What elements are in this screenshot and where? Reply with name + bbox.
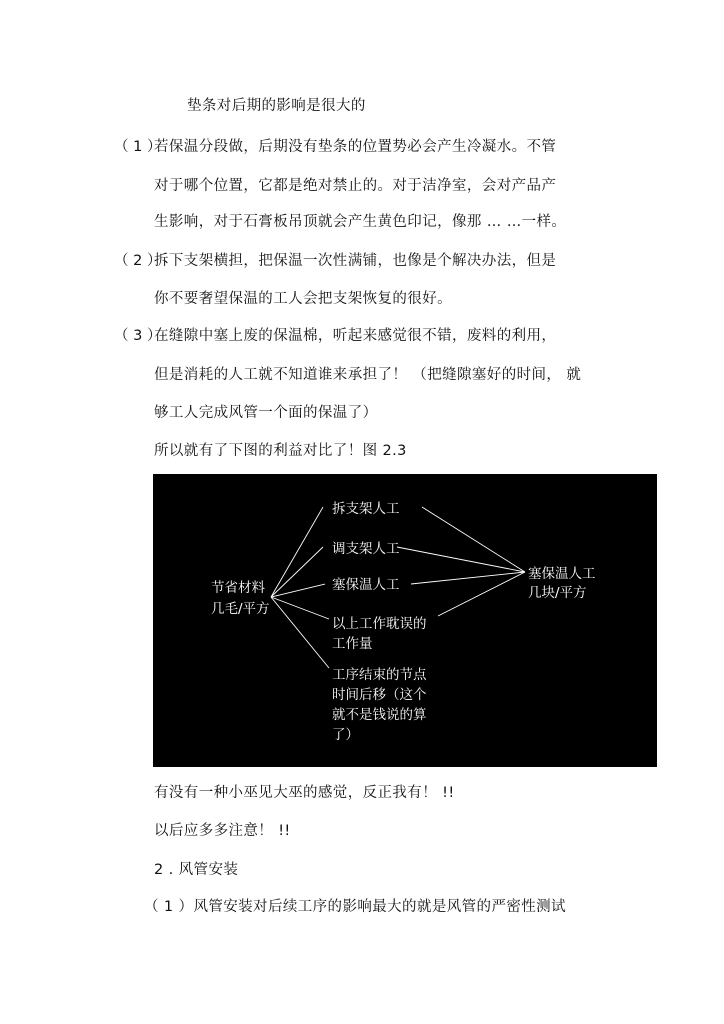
- section-item-1: （ 1 ）风管安装对后续工序的影响最大的就是风管的严密性测试: [144, 899, 566, 915]
- item-3-number: （ 3 ）: [114, 328, 162, 344]
- middle-node-4-line-2: 工作量: [332, 636, 373, 652]
- connector-left-1: [271, 507, 323, 597]
- middle-node-1: 拆支架人工: [332, 501, 400, 517]
- item-1-line-2: 对于哪个位置，它都是绝对禁止的。对于洁净室，会对产品产: [154, 178, 557, 194]
- middle-node-5-line-4: 了）: [332, 727, 359, 743]
- left-node-line-2: 几毛/平方: [211, 601, 270, 617]
- middle-node-4-line-1: 以上工作耽误的: [332, 616, 427, 632]
- diagram-svg: [153, 474, 657, 767]
- item-2-number: （ 2 ）: [114, 253, 162, 269]
- after-diagram-line-2: 以后应多多注意！ !!: [154, 823, 291, 839]
- item-1-line-1: 若保温分段做，后期没有垫条的位置势必会产生冷凝水。不管: [154, 139, 557, 155]
- middle-node-5-line-1: 工序结束的节点: [332, 667, 427, 683]
- connector-left-2: [271, 547, 323, 597]
- connector-right-4: [438, 572, 525, 616]
- cost-comparison-diagram: [153, 474, 657, 767]
- item-1-number: （ 1 ）: [114, 139, 162, 155]
- intro-line: 垫条对后期的影响是很大的: [187, 98, 366, 114]
- left-node-line-1: 节省材料: [211, 580, 265, 596]
- after-diagram-line-1: 有没有一种小巫见大巫的感觉，反正我有！ !!: [154, 785, 455, 801]
- middle-node-5-line-3: 就不是钱说的算: [332, 707, 427, 723]
- section-heading: 2 . 风管安装: [154, 862, 239, 878]
- middle-node-2: 调支架人工: [332, 541, 400, 557]
- right-node-line-1: 塞保温人工: [528, 566, 596, 582]
- item-3-line-1: 在缝隙中塞上废的保温棉，听起来感觉很不错，废料的利用，: [154, 328, 557, 344]
- figure-reference: 所以就有了下图的利益对比了！图 2.3: [154, 443, 407, 459]
- middle-node-3: 塞保温人工: [332, 577, 400, 593]
- right-node-line-2: 几块/平方: [528, 585, 587, 601]
- connector-right-3: [411, 572, 525, 584]
- item-2-line-1: 拆下支架横担，把保温一次性满铺，也像是个解决办法，但是: [154, 253, 557, 269]
- connector-left-3: [271, 584, 325, 597]
- item-2-line-2: 你不要奢望保温的工人会把支架恢复的很好。: [154, 291, 452, 307]
- middle-node-5-line-2: 时间后移（这个: [332, 687, 427, 703]
- item-1-line-3: 生影响，对于石膏板吊顶就会产生黄色印记，像那 … …一样。: [154, 214, 567, 230]
- item-3-line-3: 够工人完成风管一个面的保温了）: [154, 405, 378, 421]
- item-3-line-2: 但是消耗的人工就不知道谁来承担了！ （把缝隙塞好的时间， 就: [154, 367, 582, 383]
